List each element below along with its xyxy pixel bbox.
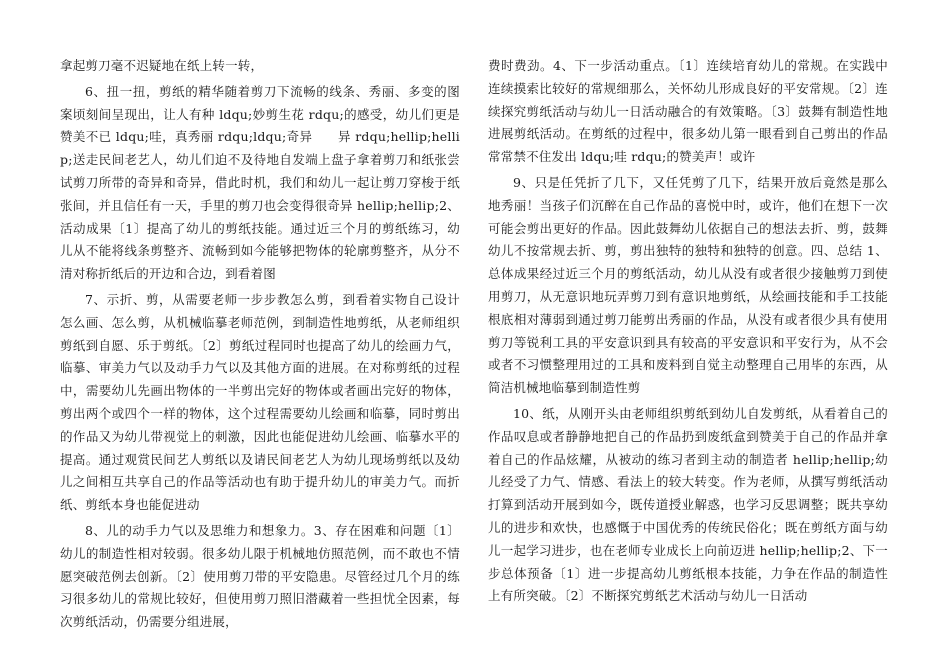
paragraph-8: 8、儿的动手力气以及思维力和想象力。3、存在困难和问题〔1〕幼儿的制造性相对较弱。很多幼儿限于机械地仿照范例，而不敢也不情愿突破范例去创新。〔2〕使用剪刀带的平安隐患。尽管经过几个月的练习很多幼儿的常规比较好，但使用剪刀照旧潜藏着一些担忧全因素，每次剪纸活动，仍需要分组进展， xyxy=(60,522,460,630)
paragraph-6: 6、扭一扭，剪纸的精华随着剪刀下流畅的线条、秀丽、多变的图案顷刻间呈现出，让人有种 ldqu;妙剪生花 rdqu;的感受，幼儿们更是赞美不已 ldqu;哇，真秀丽 rdqu;ldqu;奇异 异 rdqu;hellip;hellip;送走民间老艺人，幼儿们迫不及待地自发端上盘子拿着剪刀和纸张尝试剪刀所带的奇异和奇异，借此时机，我们和幼儿一起让剪刀穿梭于纸张间，并且信任有一天，手里的剪刀也会变得很奇异 hellip;hellip;2、活动成果〔1〕提高了幼儿的剪纸技能。通过近三个月的剪纸练习，幼儿从不能将线条剪整齐、流畅到如今能够把物体的轮廓剪整齐，从分不清对称折纸后的开边和合边，到看着图 xyxy=(60,83,460,282)
paragraph-9: 9、只是任凭折了几下，又任凭剪了几下，结果开放后竟然是那么地秀丽！当孩子们沉醉在自己作品的喜悦中时，或许，他们在想下一次可能会剪出更好的作品。因此鼓舞幼儿依据自己的想法去折、剪，鼓舞幼儿不按常规去折、剪，剪出独特的独特和独特的创意。四、总结 1、总体成果经过近三个月的剪纸活动，幼儿从没有或者很少接触剪刀到使用剪刀，从无意识地玩弄剪刀到有意识地剪纸，从绘画技能和手工技能根底相对薄弱到通过剪刀能剪出秀丽的作品，从没有或者很少具有使用剪刀等锐利工具的平安意识到具有较高的平安意识和平安行为，从不会或者不习惯整理用过的工具和废料到自觉主动整理自己用毕的东西，从简洁机械地临摹到制造性剪 xyxy=(488,174,888,396)
paragraph-7: 7、示折、剪，从需要老师一步步教怎么剪，到看着实物自己设计怎么画、怎么剪，从机械临摹老师范例，到制造性地剪纸，从老师组织剪纸到自愿、乐于剪纸。〔2〕剪纸过程同时也提高了幼儿的绘画力气，临摹、审美力气以及动手力气以及其他方面的进展。在对称剪纸的过程中，需要幼儿先画出物体的一半剪出完好的物体或者画出完好的物体，剪出两个或四个一样的物体，这个过程需要幼儿绘画和临摹，同时剪出的作品又为幼儿带视觉上的刺激，因此也能促进幼儿绘画、临摹水平的提高。通过观赏民间艺人剪纸以及请民间老艺人为幼儿现场剪纸以及幼儿之间相互共享自己的作品等活动也有助于提升幼儿的审美力气。而折纸、剪纸本身也能促进动 xyxy=(60,291,460,513)
paragraph-continued: 拿起剪刀毫不迟疑地在纸上转一转， xyxy=(60,58,264,73)
paragraph-10: 10、纸，从刚开头由老师组织剪纸到幼儿自发剪纸，从看着自己的作品叹息或者静静地把自己的作品扔到废纸盒到赞美于自己的作品并拿着自己的作品炫耀，从被动的练习者到主动的制造者 hellip;hellip;幼儿经受了力气、情感、看法上的较大转变。作为老师，从撰写剪纸活动打算到活动开展到如今，既传道授业解惑，也学习反思调整；既共享幼儿的进步和欢快，也感慨于中国优秀的传统民俗化；既在剪纸方面与幼儿一起学习进步，也在老师专业成长上向前迈进 hellip;hellip;2、下一步总体预备〔1〕进一步提高幼儿剪纸根本技能，力争在作品的制造性上有所突破。〔2〕不断探究剪纸艺术活动与幼儿一日活动 xyxy=(488,405,888,604)
paragraph-continued-right: 费时费劲。4、下一步活动重点。〔1〕连续培育幼儿的常规。在实践中连续摸索比较好的常规细那么，关怀幼儿形成良好的平安常规。〔2〕连续探究剪纸活动与幼儿一日活动融合的有效策略。〔3〕鼓舞有制造性地进展剪纸活动。在剪纸的过程中，很多幼儿第一眼看到自己剪出的作品常常禁不住发出 ldqu;哇 rdqu;的赞美声！或许 xyxy=(488,58,888,165)
right-column xyxy=(488,55,888,608)
left-column xyxy=(60,55,460,634)
